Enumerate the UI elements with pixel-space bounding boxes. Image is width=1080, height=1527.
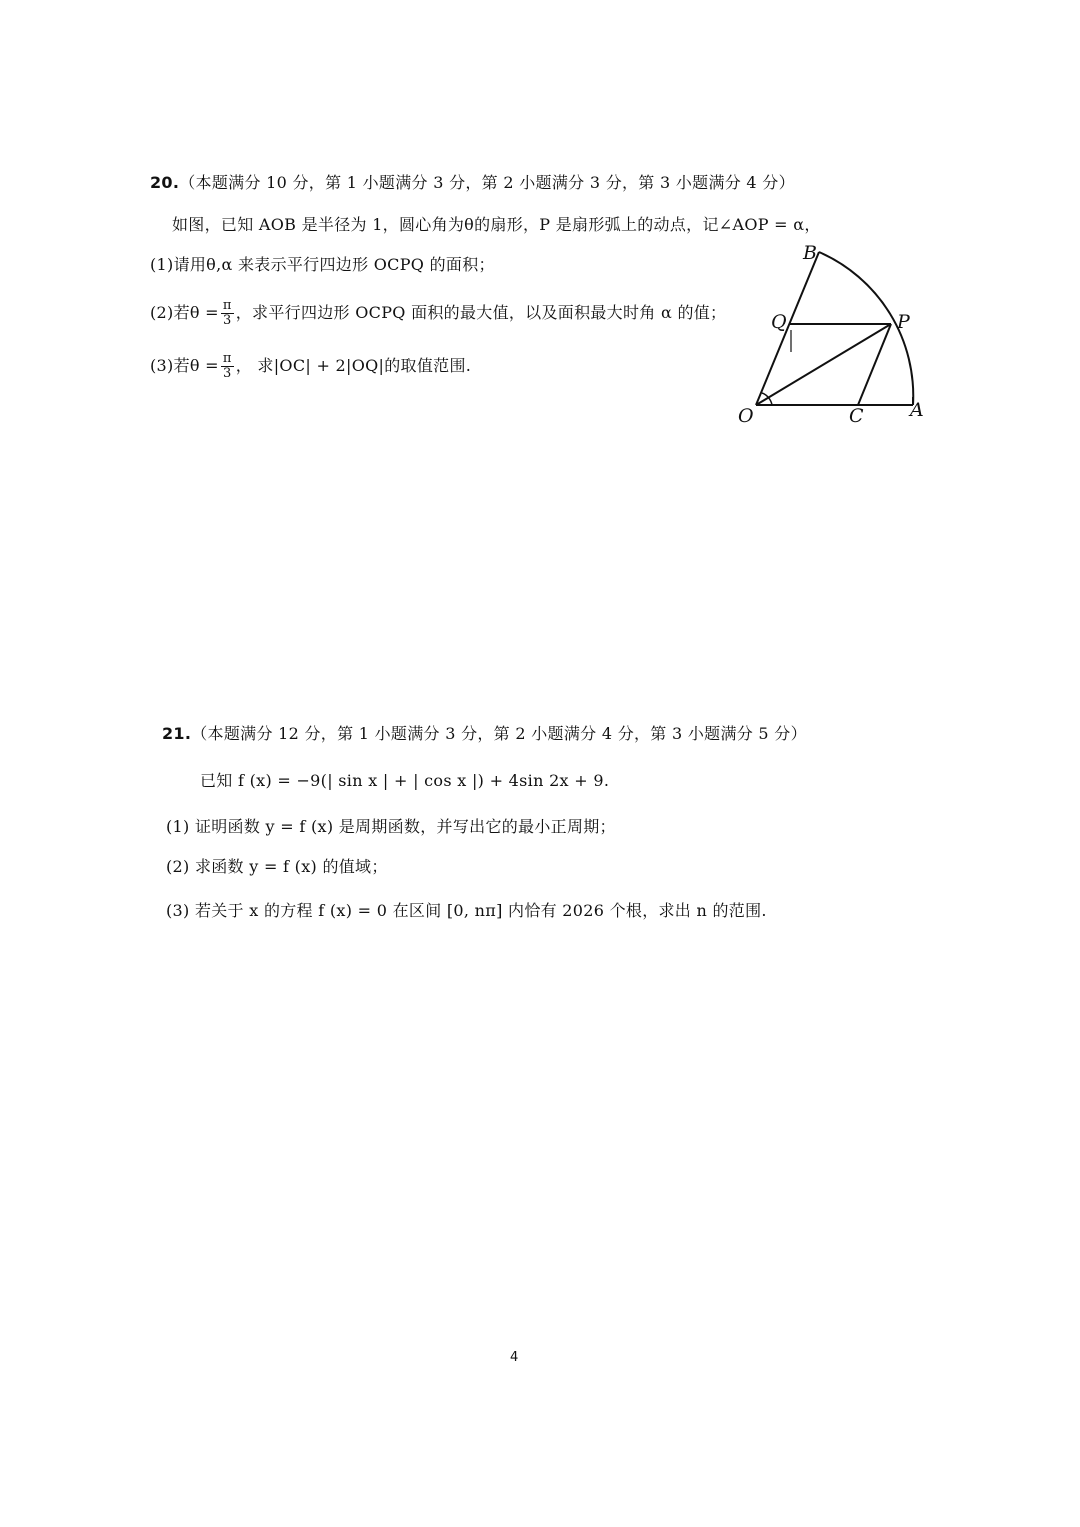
q20-part3-fraction — [221, 352, 234, 381]
q21-part3: (3) 若关于 x 的方程 f (x) = 0 在区间 [0, nπ] 内恰有 2026 个根，求出 n 的范围. — [166, 901, 767, 920]
fraction-numerator: π — [222, 351, 232, 366]
segment-OB — [756, 252, 819, 405]
segment-OP — [756, 324, 891, 405]
q21-header: （本题满分 12 分，第 1 小题满分 3 分，第 2 小题满分 4 分，第 3 小题满分 5 分） — [191, 724, 807, 743]
label-A: A — [910, 399, 924, 421]
label-P: P — [897, 311, 910, 333]
q20-part2-fraction — [221, 299, 234, 328]
fraction-numerator: π — [222, 298, 232, 313]
q20-part2-prefix: (2)若θ = — [150, 303, 219, 322]
q20-part2 — [150, 299, 726, 328]
q20-stem: 如图，已知 AOB 是半径为 1，圆心角为θ的扇形，P 是扇形弧上的动点，记∠AOP = α， — [172, 215, 821, 234]
fraction-denominator: 3 — [223, 366, 232, 381]
q21-part1: (1) 证明函数 y = f (x) 是周期函数，并写出它的最小正周期； — [166, 817, 616, 836]
fraction-denominator: 3 — [223, 313, 232, 328]
q21-stem: 已知 f (x) = −9(| sin x | + | cos x |) + 4sin 2x + 9. — [200, 771, 610, 790]
q20-number: 20. — [150, 173, 180, 192]
label-C: C — [849, 405, 864, 427]
q21-part2: (2) 求函数 y = f (x) 的值域； — [166, 857, 388, 876]
label-O: O — [738, 405, 754, 427]
q21-number: 21. — [162, 724, 192, 743]
q20-part3 — [150, 352, 471, 381]
q20-part3-prefix: (3)若θ = — [150, 356, 219, 375]
q20-header-line — [150, 172, 795, 194]
label-Q: Q — [771, 311, 787, 333]
sector-figure — [720, 235, 950, 435]
page-number: 4 — [510, 1350, 519, 1365]
q20-part2-suffix: ，求平行四边形 OCPQ 面积的最大值，以及面积最大时角 α 的值； — [235, 303, 727, 322]
segment-PC — [858, 324, 891, 405]
q20-part3-suffix: ， 求|OC| + 2|OQ|的取值范围. — [235, 356, 472, 375]
q20-header: （本题满分 10 分，第 1 小题满分 3 分，第 2 小题满分 3 分，第 3 小题满分 4 分） — [179, 173, 795, 192]
q21-header-line — [162, 723, 807, 745]
q20-part1: (1)请用θ,α 来表示平行四边形 OCPQ 的面积； — [150, 255, 495, 274]
label-B: B — [803, 242, 817, 264]
